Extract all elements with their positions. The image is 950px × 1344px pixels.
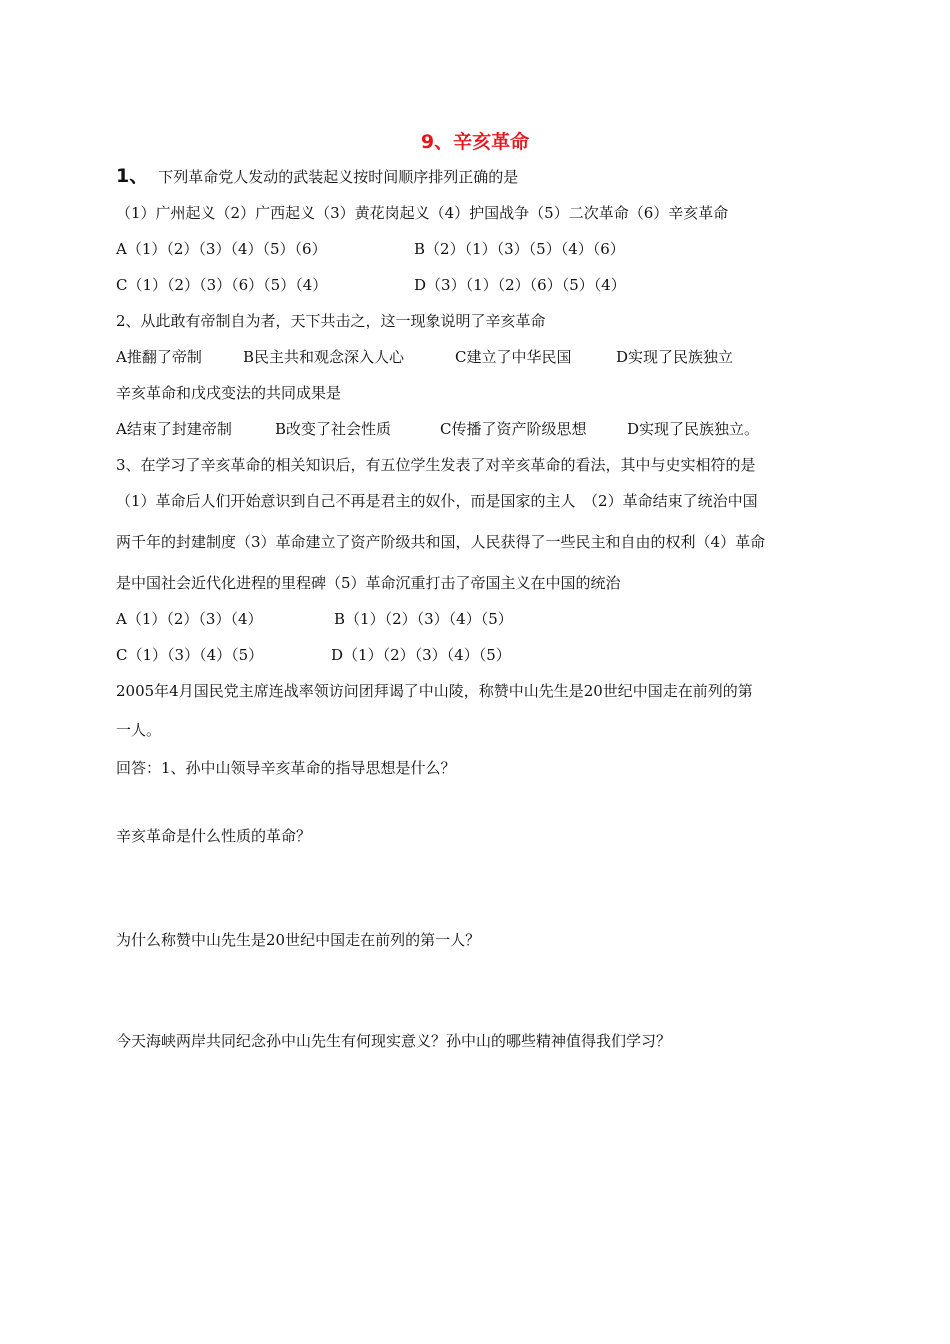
question-1-option-d: D（3）（1）（2）（6）（5）（4） [414, 276, 626, 294]
question-3-option-b: B（1）（2）（3）（4）（5） [334, 610, 513, 628]
question-4-intro-line-2: 一人。 [116, 721, 162, 739]
question-2-stem: 2、从此敢有帝制自为者，天下共击之，这一现象说明了辛亥革命 [116, 312, 546, 330]
question-3-option-d: D（1）（2）（3）（4）（5） [331, 646, 511, 664]
question-3-option-a: A（1）（2）（3）（4） [116, 610, 263, 628]
question-4-sub-2: 辛亥革命是什么性质的革命？ [116, 827, 312, 845]
page-title: 9、辛亥革命 [420, 131, 530, 153]
question-3-line-3: 是中国社会近代化进程的里程碑（5）革命沉重打击了帝国主义在中国的统治 [116, 574, 621, 592]
question-2-option-a: A推翻了帝制 [116, 348, 202, 366]
question-2b-option-b: B改变了社会性质 [275, 420, 392, 438]
question-1-number: 1、 [116, 165, 149, 187]
question-1-option-c: C（1）（2）（3）（6）（5）（4） [116, 276, 328, 294]
question-2-option-b: B民主共和观念深入人心 [243, 348, 405, 366]
question-2b-stem: 辛亥革命和戊戌变法的共同成果是 [116, 384, 342, 402]
question-2-option-c: C建立了中华民国 [455, 348, 572, 366]
question-2b-option-a: A结束了封建帝制 [116, 420, 232, 438]
question-2-option-d: D实现了民族独立 [616, 348, 734, 366]
question-2b-option-d: D实现了民族独立。 [627, 420, 760, 438]
question-4-intro-line-1: 2005年4月国民党主席连战率领访问团拜谒了中山陵，称赞中山先生是20世纪中国走在前列的第 [116, 682, 753, 700]
question-3-line-2: 两千年的封建制度（3）革命建立了资产阶级共和国，人民获得了一些民主和自由的权利（4）革命 [116, 533, 766, 551]
question-1-text: 下列革命党人发动的武装起义按时间顺序排列正确的是 [158, 168, 519, 186]
question-3-option-c: C（1）（3）（4）（5） [116, 646, 264, 664]
question-3-line-1: （1）革命后人们开始意识到自己不再是君主的奴仆，而是国家的主人 （2）革命结束了统治中国 [116, 492, 758, 510]
question-3-stem: 3、在学习了辛亥革命的相关知识后，有五位学生发表了对辛亥革命的看法，其中与史实相符的是 [116, 456, 756, 474]
question-1-option-b: B（2）（1）（3）（5）（4）（6） [414, 240, 625, 258]
question-4-sub-1: 回答：1、孙中山领导辛亥革命的指导思想是什么？ [116, 759, 456, 777]
question-4-sub-4: 今天海峡两岸共同纪念孙中山先生有何现实意义？孙中山的哪些精神值得我们学习？ [116, 1032, 672, 1050]
question-2b-option-c: C传播了资产阶级思想 [440, 420, 587, 438]
question-1-option-a: A（1）（2）（3）（4）（5）（6） [116, 240, 327, 258]
question-1-items: （1）广州起义（2）广西起义（3）黄花岗起义（4）护国战争（5）二次革命（6）辛亥革命 [116, 204, 729, 222]
question-1-stem [116, 166, 518, 187]
question-4-sub-3: 为什么称赞中山先生是20世纪中国走在前列的第一人？ [116, 931, 481, 949]
